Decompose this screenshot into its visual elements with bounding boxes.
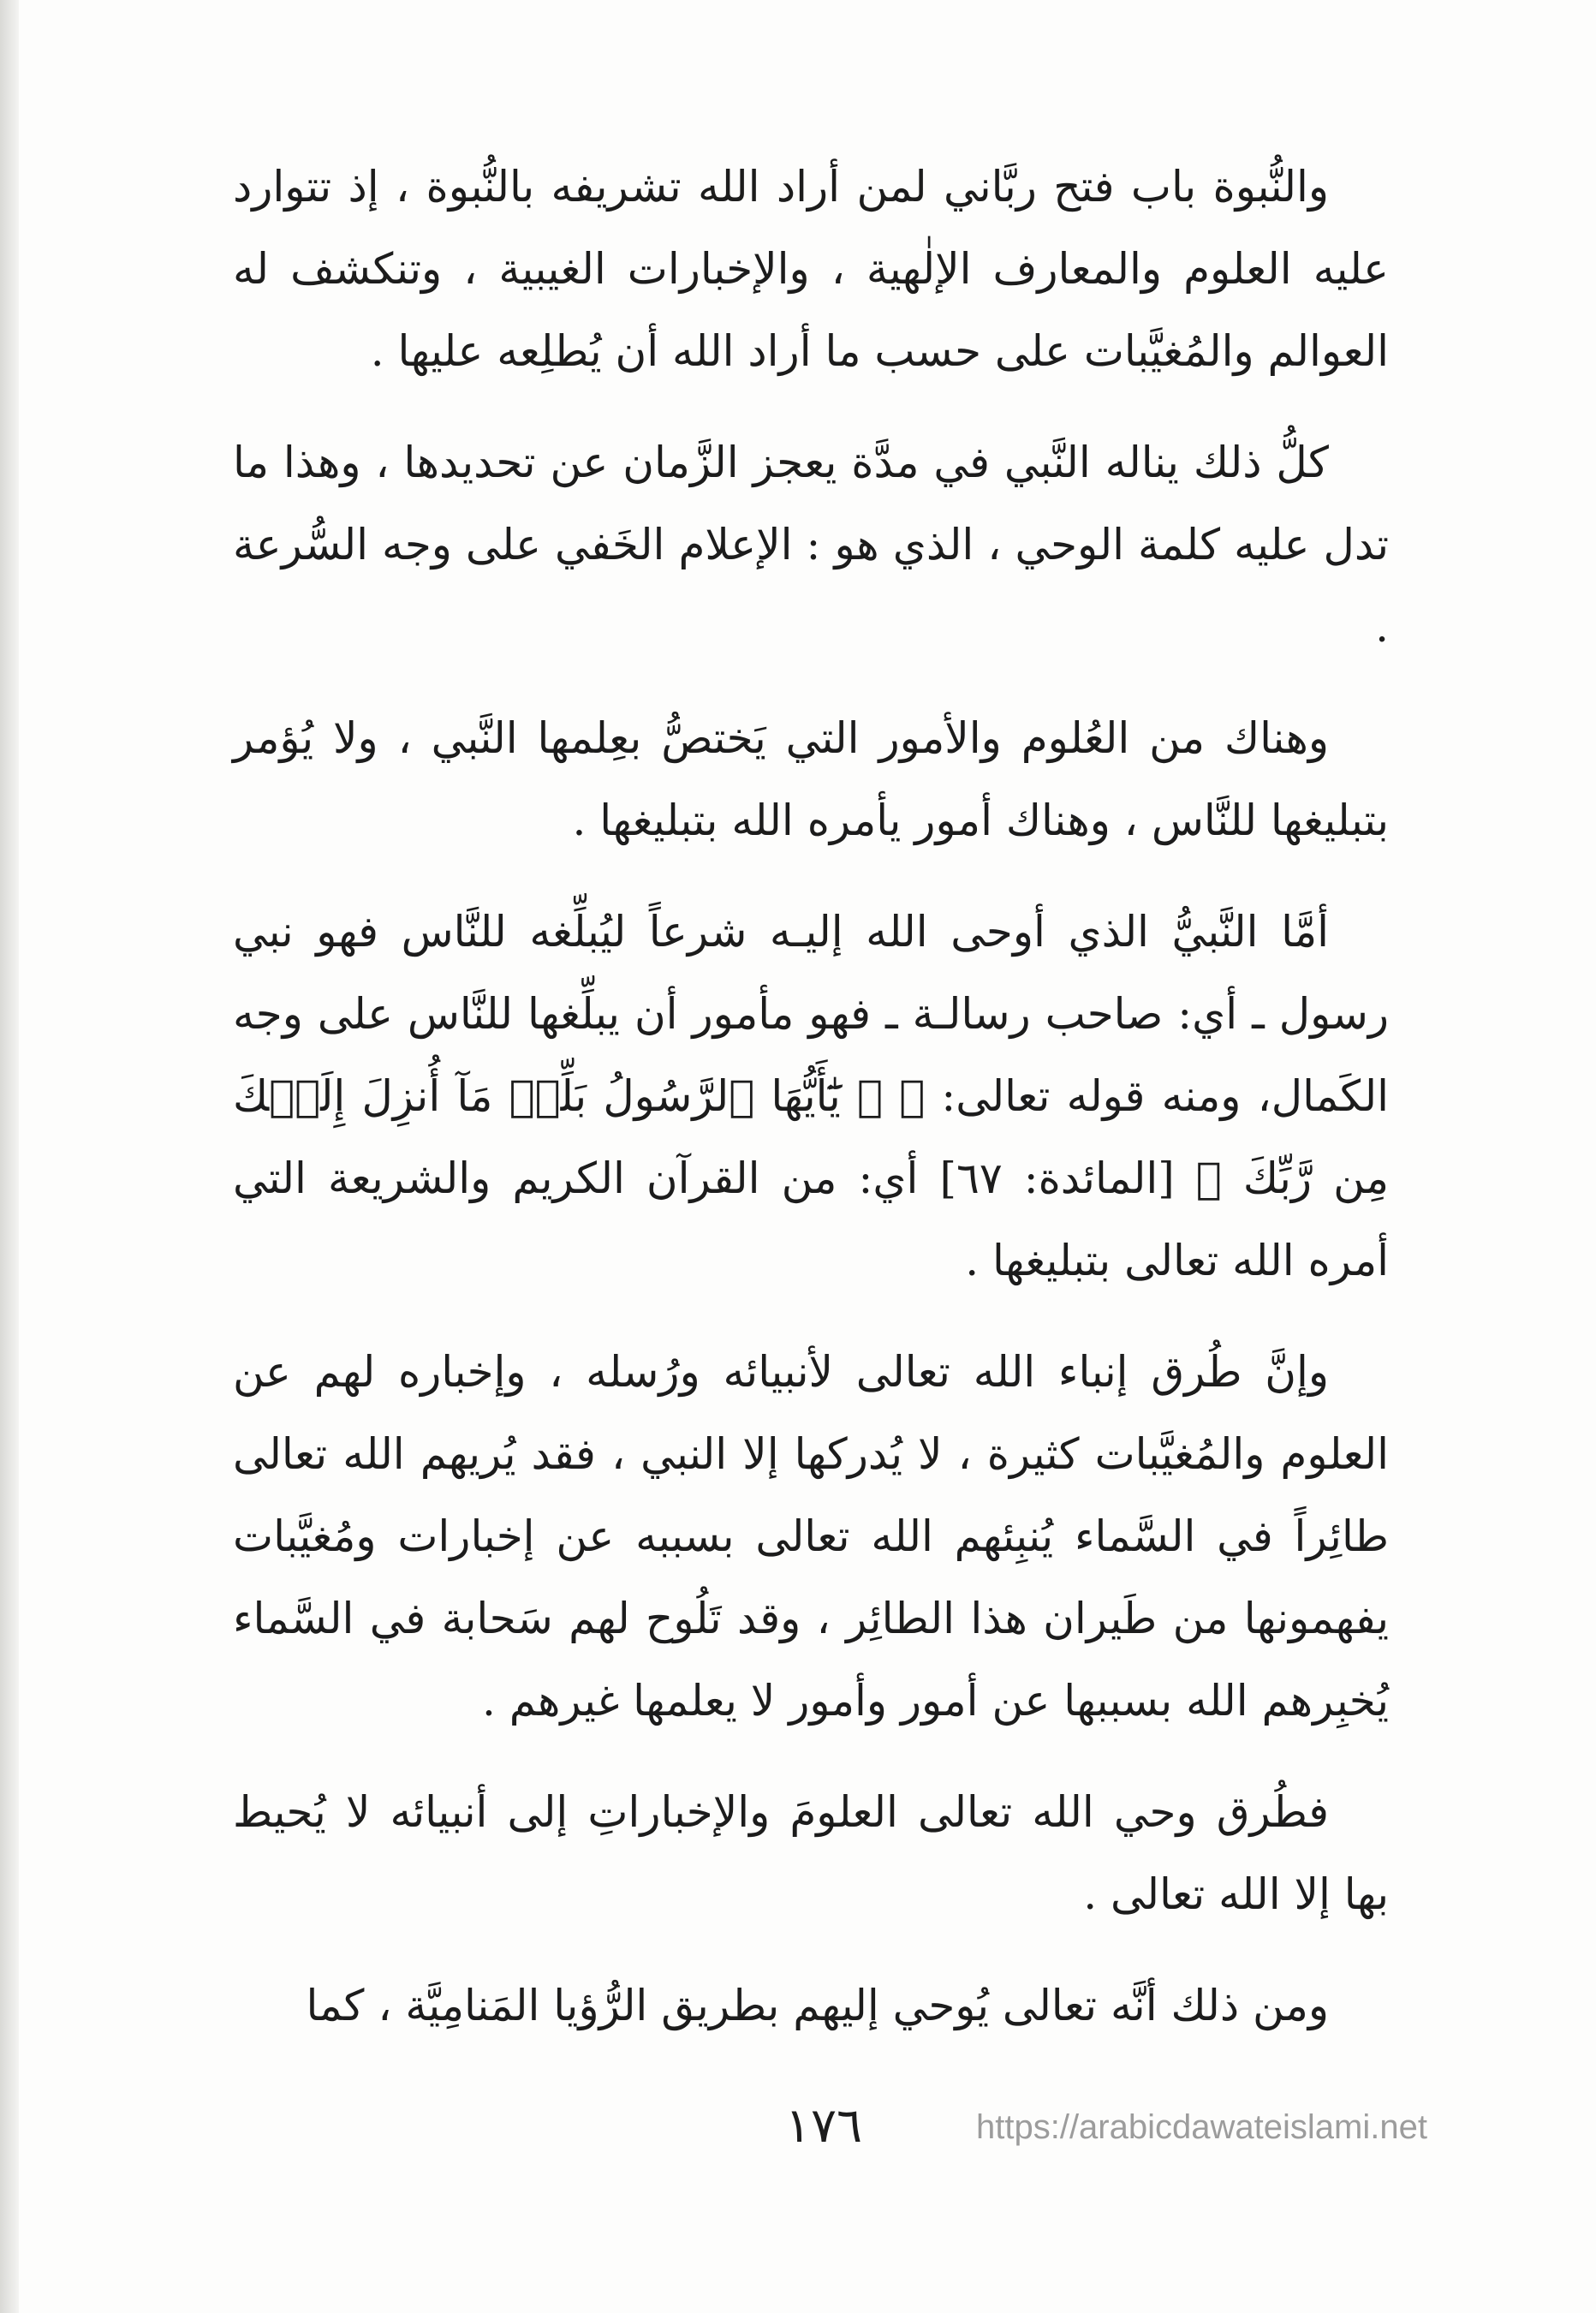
paragraph-known-only-to-god: فطُرق وحي الله تعالى العلومَ والإخباراتِ إلى أنبيائه لا يُحيط بها إلا الله تعالى . (233, 1787, 1389, 1919)
scan-edge-shadow (0, 0, 19, 2313)
paragraph-prophethood-door: والنُّبوة باب فتح ربَّاني لمن أراد الله تشريفه بالنُّبوة ، إذ تتوارد عليه العلوم والمعارف الإلٰهية ، والإخبارات الغيبية ، وتنكشف له العوالم والمُغيَّبات على حسب ما أراد الله أن يُطلِعه عليها . (233, 162, 1389, 376)
body-text (233, 146, 1389, 2076)
paragraph-dream-vision: ومن ذلك أنَّه تعالى يُوحي إليهم بطريق الرُّؤيا المَنامِيَّة ، كما (306, 1981, 1329, 2030)
website-watermark: https://arabicdawateislami.net (976, 2108, 1427, 2146)
paragraph-private-knowledge: وهناك من العُلوم والأمور التي يَختصُّ بعِلمها النَّبي ، ولا يُؤمر بتبليغها للنَّاس ، وهناك أمور يأمره الله بتبليغها . (233, 713, 1389, 845)
paragraph-revelation-meaning: كلُّ ذلك يناله النَّبي في مدَّة يعجز الزَّمان عن تحديدها ، وهذا ما تدل عليه كلمة الوحي ، الذي هو : الإعلام الخَفي على وجه السُّرعة . (233, 438, 1389, 652)
paragraph-ways-of-revelation: وإنَّ طُرق إنباء الله تعالى لأنبيائه ورُسله ، وإخباره لهم عن العلوم والمُغيَّبات كثيرة ، لا يُدركها إلا النبي ، فقد يُريهم الله تعالى طائِراً في السَّماء يُنبِئهم الله تعالى بسببه عن إخبارات ومُغيَّبات يفهمونها من طَيران هذا الطائِر ، وقد تَلُوح لهم سَحابة في السَّماء يُخبِرهم الله بسببها عن أمور وأمور لا يعلمها غيرهم . (233, 1347, 1389, 1726)
page-number: ١٧٦ (784, 2098, 863, 2154)
paragraph-messenger-quran-verse: أمَّا النَّبيُّ الذي أوحى الله إليـه شرعاً ليُبلِّغه للنَّاس فهو نبي رسول ـ أي: صاحب رسالـة ـ فهو مأمور أن يبلِّغها للنَّاس على وجه الكَمال، ومنه قوله تعالى: ﴿ ۞ يَٰٓأَيُّهَا ٱلرَّسُولُ بَلِّغۡ مَآ أُنزِلَ إِلَيۡكَ مِن رَّبِّكَ ﴾ [المائدة: ٦٧] أي: من القرآن الكريم والشريعة التي أمره الله تعالى بتبليغها . (233, 907, 1389, 1285)
